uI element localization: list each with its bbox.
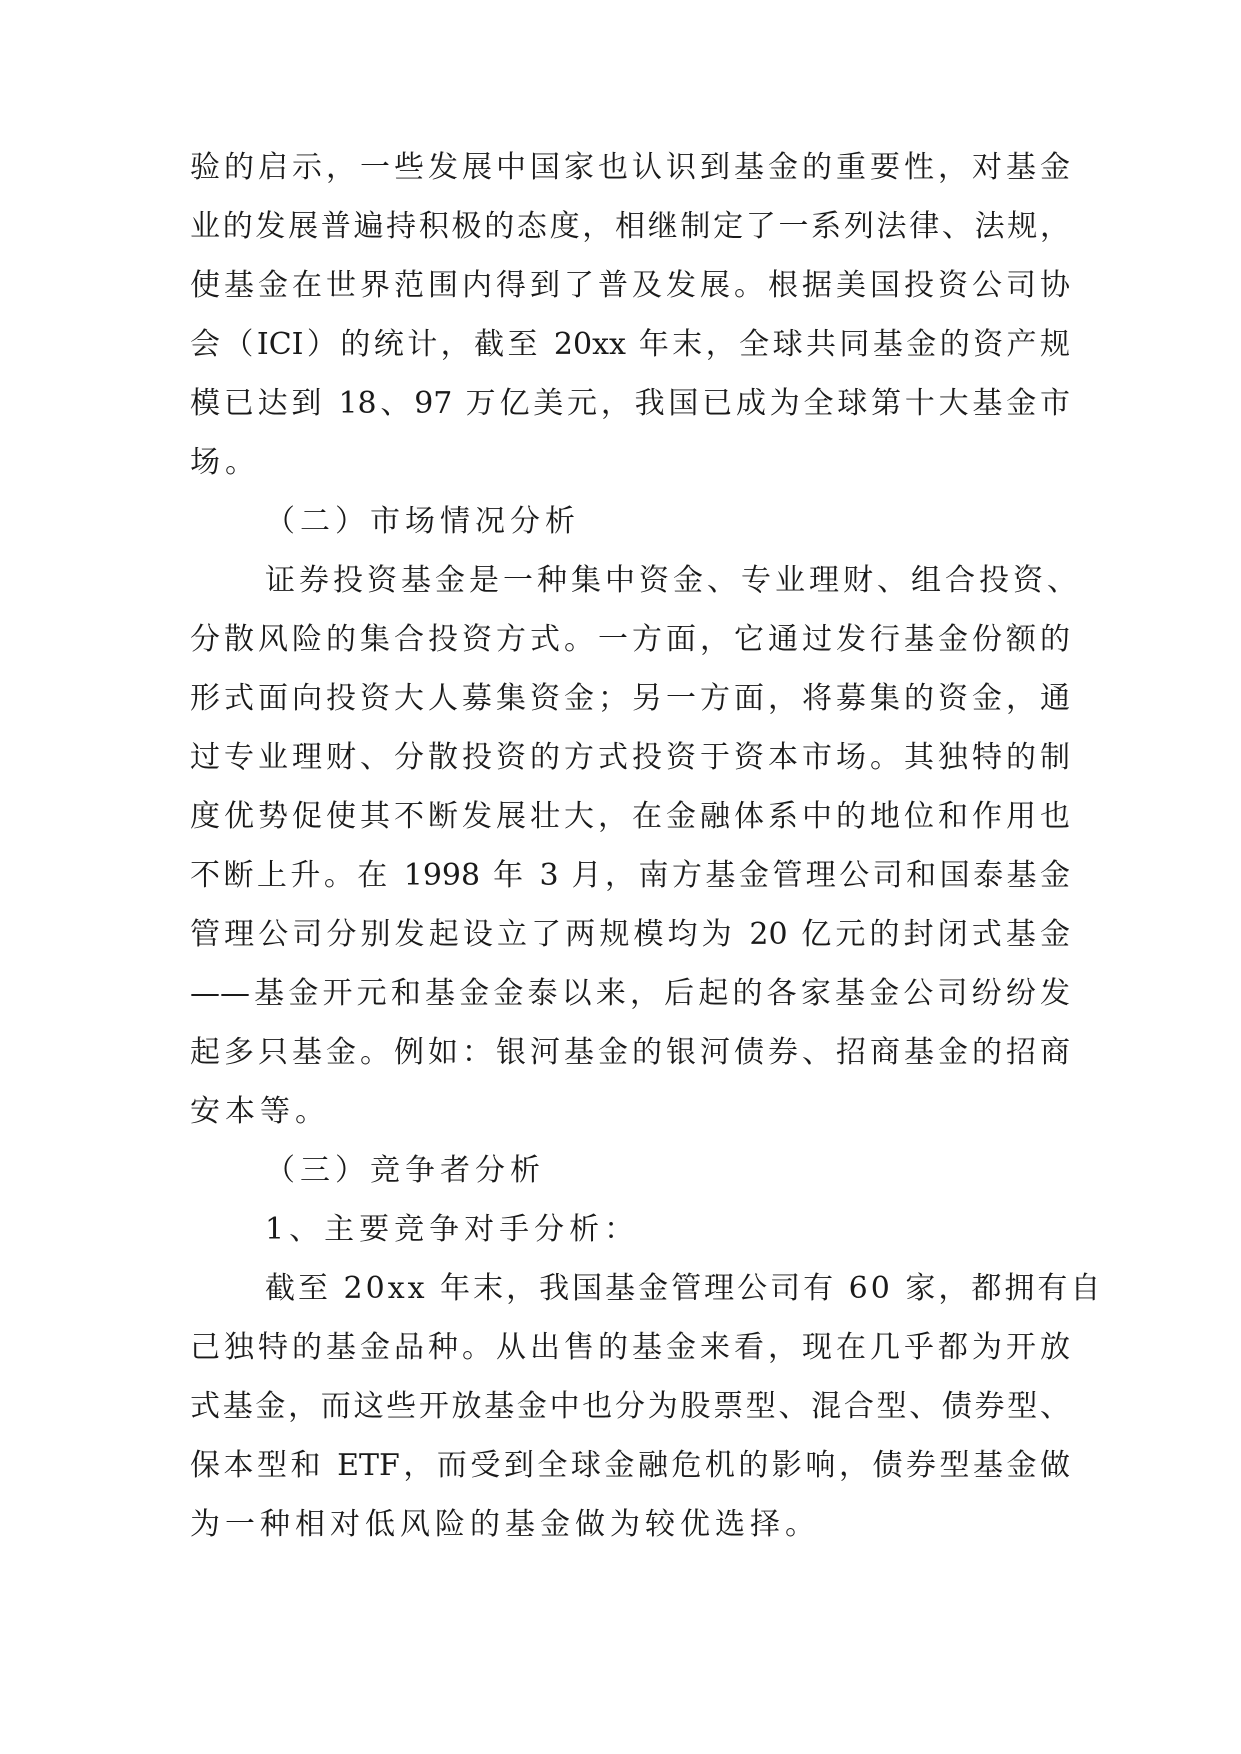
paragraph-2-line-8: ——基金开元和基金金泰以来，后起的各家基金公司纷纷发 — [190, 976, 1070, 1011]
paragraph-3-line-4: 保本型和 ETF，而受到全球金融危机的影响，债券型基金做 — [190, 1448, 1070, 1483]
paragraph-2-line-3: 形式面向投资大人募集资金；另一方面，将募集的资金，通 — [190, 681, 1070, 716]
paragraph-3-line-3: 式基金，而这些开放基金中也分为股票型、混合型、债券型、 — [190, 1389, 1070, 1424]
paragraph-2-line-2: 分散风险的集合投资方式。一方面，它通过发行基金份额的 — [190, 622, 1070, 657]
paragraph-2-line-5: 度优势促使其不断发展壮大，在金融体系中的地位和作用也 — [190, 799, 1070, 834]
subheading-main-competitors: 1、主要竞争对手分析： — [265, 1212, 640, 1247]
paragraph-3-line-2: 己独特的基金品种。从出售的基金来看，现在几乎都为开放 — [190, 1330, 1070, 1365]
paragraph-1-line-6: 场。 — [190, 445, 260, 480]
paragraph-2-line-7: 管理公司分别发起设立了两规模均为 20 亿元的封闭式基金 — [190, 917, 1070, 952]
paragraph-2-line-4: 过专业理财、分散投资的方式投资于资本市场。其独特的制 — [190, 740, 1070, 775]
paragraph-1-line-2: 业的发展普遍持积极的态度，相继制定了一系列法律、法规， — [190, 209, 1070, 244]
paragraph-3-line-1: 截至 20xx 年末，我国基金管理公司有 60 家，都拥有自 — [265, 1271, 1104, 1306]
paragraph-1-line-4: 会（ICI）的统计，截至 20xx 年末，全球共同基金的资产规 — [190, 327, 1070, 362]
paragraph-1-line-5: 模已达到 18、97 万亿美元，我国已成为全球第十大基金市 — [190, 386, 1070, 421]
section-heading-competitor-analysis: （三）竞争者分析 — [265, 1153, 545, 1188]
paragraph-2-line-1: 证券投资基金是一种集中资金、专业理财、组合投资、 — [265, 563, 1081, 598]
paragraph-2-line-10: 安本等。 — [190, 1094, 330, 1129]
paragraph-1-line-3: 使基金在世界范围内得到了普及发展。根据美国投资公司协 — [190, 268, 1070, 303]
paragraph-2-line-9: 起多只基金。例如：银河基金的银河债券、招商基金的招商 — [190, 1035, 1070, 1070]
paragraph-3-line-5: 为一种相对低风险的基金做为较优选择。 — [190, 1507, 820, 1542]
paragraph-2-line-6: 不断上升。在 1998 年 3 月，南方基金管理公司和国泰基金 — [190, 858, 1070, 893]
section-heading-market-analysis: （二）市场情况分析 — [265, 504, 580, 539]
paragraph-1-line-1: 验的启示，一些发展中国家也认识到基金的重要性，对基金 — [190, 150, 1070, 185]
